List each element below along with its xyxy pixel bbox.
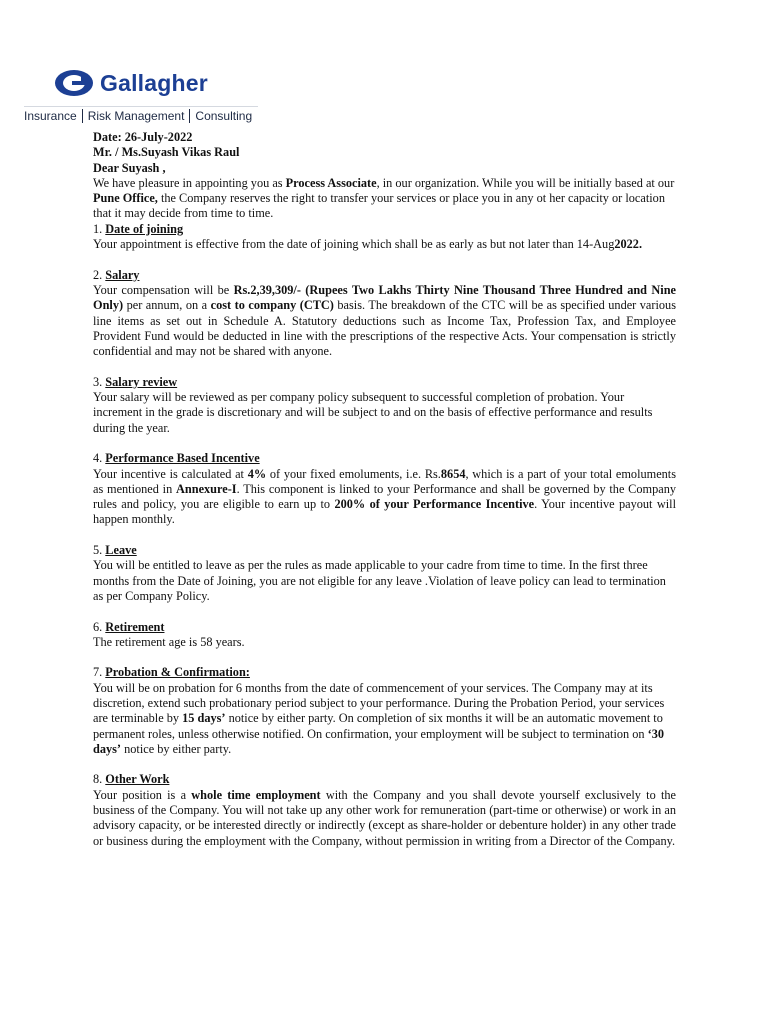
logo-divider [24,106,258,107]
tagline-separator [189,109,190,123]
section-text: Your salary will be reviewed as per company policy subsequent to successful completion of probation. Your increment in the grade is discretionary and will be subject to and on the basis of effective performance and results during the year. [93,390,653,435]
section-text: The retirement age is 58 years. [93,634,245,649]
addressee: Mr. / Ms.Suyash Vikas Raul [93,145,240,160]
logo-top [54,68,208,98]
section-other-work [93,772,676,848]
section-text: Your incentive is calculated at 4% of your fixed emoluments, i.e. Rs.8654, which is a part of your total emoluments as mentioned in Annexure-I. This component is linked to your Performance and shall be governed by the Company rules and policy, you are eligible to earn up to 200% of your Performance Incentive. Your incentive payout will happen monthly. [93,466,677,527]
section-salary [93,268,676,360]
tagline-separator [82,109,83,123]
salary-amount: Rs.2,39,309/- (Rupees Two Lakhs Thirty Nine Thousand Three Hundred and Nine Only) [93,282,676,313]
section-text: You will be on probation for 6 months from the date of commencement of your services. The Company may at its discretion, extend such probationary period subject to your performance. During the Probation Period, your services are terminable by 15 days’ notice by either party. On completion of six months it will be an automatic movement to permanent roles, unless otherwise notified. On confirmation, your employment will be subject to termination on ‘30 days’ notice by either party. [93,680,665,756]
section-heading: 3. Salary review [93,374,178,389]
section-probation [93,665,676,757]
section-heading: 2. Salary [93,267,140,282]
section-text: Your appointment is effective from the date of joining which shall be as early as but not later than 14-Aug2022. [93,237,643,252]
section-text: You will be entitled to leave as per the rules as made applicable to your cadre from time to time. In the first three months from the Date of Joining, you are not eligible for any leave .Violation of leave policy can lead to termination as per Company Policy. [93,558,666,603]
letter-body [93,130,676,864]
tagline-risk-management: Risk Management [87,109,185,123]
tagline-insurance: Insurance [24,109,77,123]
section-retirement [93,620,676,651]
gallagher-g-logo-icon [54,69,94,97]
logo-wordmark: Gallagher [100,69,208,96]
section-heading: 1. Date of joining [93,221,184,236]
office-location: Pune Office, [93,191,158,206]
logo-tagline [24,109,252,123]
section-heading: 6. Retirement [93,619,165,634]
section-text: Your compensation will be Rs.2,39,309/- (Rupees Two Lakhs Thirty Nine Thousand Three Hundred and Nine Only) per annum, on a cost to company (CTC) basis. The breakdown of the CTC will be as specified under various line items as set out in Schedule A. Statutory deductions such as Income Tax, Profession Tax, and Employee Provident Fund would be deducted in line with the prescriptions of the respective Acts. Your compensation is strictly confidential and may not be shared with anyone. [93,282,676,359]
section-heading: 5. Leave [93,543,137,558]
section-text: Your position is a whole time employment with the Company and you shall devote yourself exclusively to the business of the Company. You will not take up any other work for remuneration (part-time or otherwise) or work in an advisory capacity, or be interested directly or indirectly (except as share-holder or debenture holder) in any other trade or business during the employment with the Company, without permission in writing from a Director of the Company. [93,787,676,848]
section-salary-review [93,375,676,436]
section-date-of-joining [93,222,676,253]
section-heading: 8. Other Work [93,772,170,787]
gallagher-logo [24,68,260,126]
role-title: Process Associate [285,175,377,190]
tagline-consulting: Consulting [195,109,253,123]
letter-date: Date: 26-July-2022 [93,130,193,144]
section-heading: 7. Probation & Confirmation: [93,665,250,680]
section-heading: 4. Performance Based Incentive [93,451,260,466]
section-performance-incentive [93,451,676,527]
intro-paragraph: We have pleasure in appointing you as Process Associate, in our organization. While you will be initially based at our Pune Office, the Company reserves the right to transfer your services or place you in any ot her capacity or location that it may decide from time to time. [93,175,675,221]
section-leave [93,543,676,604]
salutation: Dear Suyash , [93,160,166,175]
